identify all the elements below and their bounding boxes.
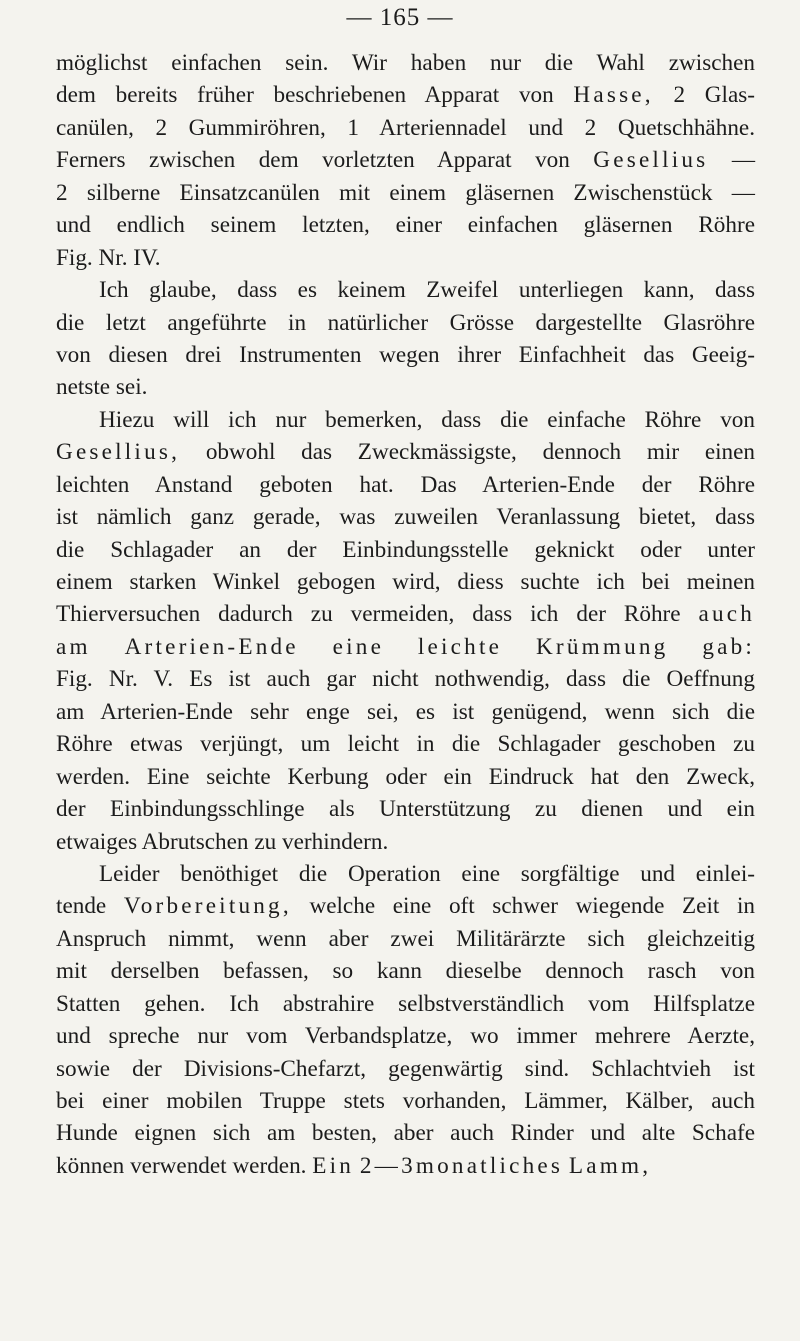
text-line: Leider benöthiget die Operation eine sorgfältige und einlei- bbox=[99, 860, 755, 887]
spaced-emphasis: Gesellius bbox=[593, 147, 709, 174]
text-line: ist nämlich ganz gerade, was zuweilen Veranlassung bietet, dass bbox=[56, 504, 755, 531]
spaced-emphasis: am bbox=[56, 633, 91, 660]
spaced-emphasis: Hasse, bbox=[573, 82, 654, 109]
text-line: Fig. Nr. IV. bbox=[56, 244, 161, 271]
text-line: Hiezu will ich nur bemerken, dass die einfache Röhre von bbox=[99, 406, 755, 433]
text-line: werden. Eine seichte Kerbung oder ein Eindruck hat den Zweck, bbox=[56, 763, 755, 790]
text-line: Ich glaube, dass es keinem Zweifel unterliegen kann, dass bbox=[99, 277, 755, 304]
text-line: Gesellius, obwohl das Zweckmässigste, dennoch mir einen bbox=[56, 439, 756, 466]
spaced-emphasis: Gesellius, bbox=[56, 439, 181, 466]
text-line: sowie der Divisions-Chefarzt, gegenwärtig sind. Schlachtvieh ist bbox=[56, 1055, 755, 1082]
text-line: Fig. Nr. V. Es ist auch gar nicht nothwendig, dass die Oeffnung bbox=[56, 666, 755, 693]
text-line: und spreche nur vom Verbandsplatze, wo immer mehrere Aerzte, bbox=[56, 1023, 755, 1050]
body-text bbox=[56, 47, 755, 1182]
spaced-emphasis: Vorbereitung, bbox=[123, 893, 292, 920]
text-line: die letzt angeführte in natürlicher Grösse dargestellte Glasröhre bbox=[56, 309, 755, 336]
spaced-emphasis: Lamm, bbox=[568, 1152, 652, 1179]
text-line: der Einbindungsschlinge als Unterstützung zu dienen und ein bbox=[56, 796, 755, 823]
text-line: die Schlagader an der Einbindungsstelle geknickt oder unter bbox=[56, 536, 755, 563]
text-line: Hunde eignen sich am besten, aber auch Rinder und alte Schafe bbox=[56, 1120, 755, 1147]
text-line: netste sei. bbox=[56, 374, 148, 401]
text-line: am Arterien-Ende sehr enge sei, es ist genügend, wenn sich die bbox=[56, 698, 755, 725]
text-line: 2 silberne Einsatzcanülen mit einem gläsernen Zwischenstück — bbox=[56, 179, 755, 206]
text-line: möglichst einfachen sein. Wir haben nur die Wahl zwischen bbox=[56, 50, 755, 76]
spaced-emphasis: Arterien-Ende bbox=[124, 633, 299, 660]
text-line: leichten Anstand geboten hat. Das Arterien-Ende der Röhre bbox=[56, 471, 755, 498]
spaced-emphasis: eine bbox=[332, 633, 385, 660]
text-line: canülen, 2 Gummiröhren, 1 Arteriennadel und 2 Quetschhähne. bbox=[56, 114, 755, 141]
text-line: mit derselben befassen, so kann dieselbe dennoch rasch von bbox=[56, 958, 755, 985]
text-line: einem starken Winkel gebogen wird, diess suchte ich bei meinen bbox=[56, 569, 755, 595]
spaced-emphasis: Ein bbox=[312, 1152, 355, 1179]
spaced-emphasis: gab: bbox=[702, 633, 756, 660]
text-line: dem bereits früher beschriebenen Apparat von Hasse, 2 Glas- bbox=[56, 82, 756, 109]
spaced-emphasis: Krümmung bbox=[535, 633, 669, 660]
page-number: — 165 — bbox=[346, 4, 454, 31]
text-line: tende Vorbereitung, welche eine oft schwer wiegende Zeit in bbox=[56, 893, 755, 920]
text-line: Anspruch nimmt, wenn aber zwei Militärärzte sich gleichzeitig bbox=[56, 925, 755, 952]
spaced-emphasis: 2—3monatliches bbox=[359, 1152, 564, 1179]
spaced-emphasis: leichte bbox=[417, 633, 503, 660]
text-line: können verwendet werden. Ein 2—3monatliches Lamm, bbox=[56, 1152, 652, 1179]
spaced-emphasis: auch bbox=[698, 601, 756, 628]
text-line: bei einer mobilen Truppe stets vorhanden, Lämmer, Kälber, auch bbox=[56, 1088, 755, 1114]
text-line: und endlich seinem letzten, einer einfachen gläsernen Röhre bbox=[56, 212, 755, 239]
text-line: Röhre etwas verjüngt, um leicht in die Schlagader geschoben zu bbox=[56, 731, 755, 758]
text-line bbox=[56, 631, 755, 663]
text-line: Statten gehen. Ich abstrahire selbstverständlich vom Hilfsplatze bbox=[56, 990, 755, 1017]
text-line: von diesen drei Instrumenten wegen ihrer Einfachheit das Geeig- bbox=[56, 341, 755, 368]
text-line: Thierversuchen dadurch zu vermeiden, dass ich der Röhre auch bbox=[56, 601, 756, 628]
text-line: Ferners zwischen dem vorletzten Apparat von Gesellius — bbox=[56, 147, 756, 174]
text-line: etwaiges Abrutschen zu verhindern. bbox=[56, 828, 389, 855]
